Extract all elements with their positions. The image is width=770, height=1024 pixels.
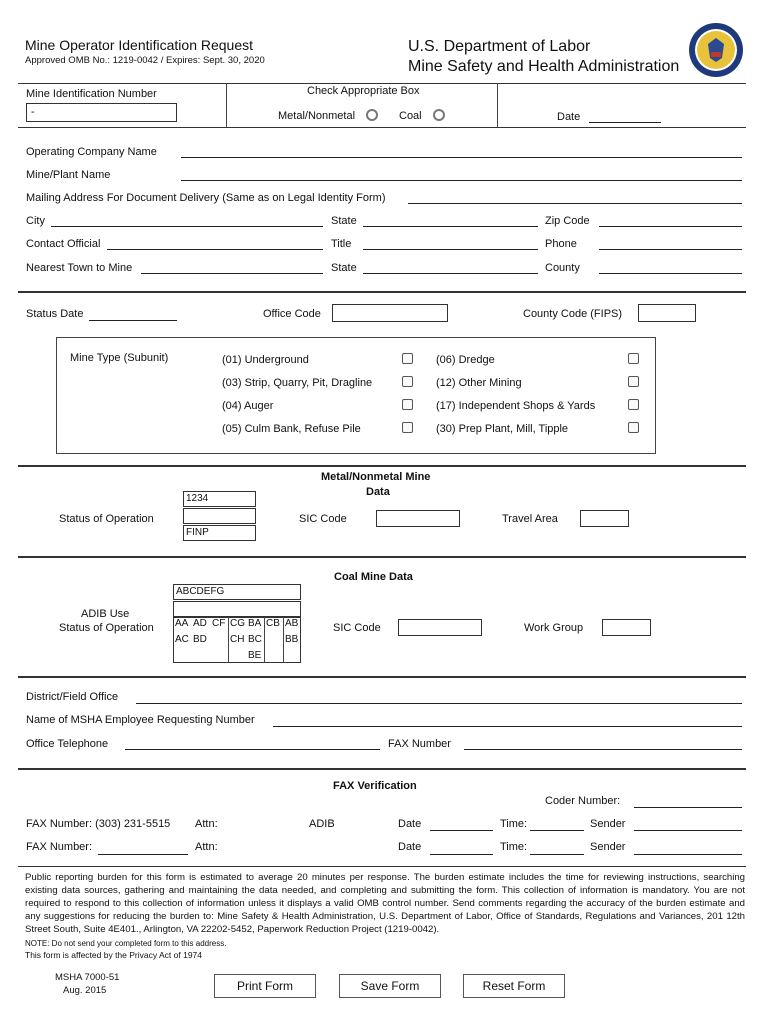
attn1-label: Attn: <box>195 818 218 830</box>
mine-type-05-label: (05) Culm Bank, Refuse Pile <box>222 423 361 435</box>
reset-form-button[interactable]: Reset Form <box>463 974 565 998</box>
mine-type-17-checkbox[interactable] <box>628 399 639 410</box>
form-number: MSHA 7000-51 <box>55 972 120 983</box>
travel-area-input[interactable] <box>580 510 629 527</box>
omb-number: Approved OMB No.: 1219-0042 / Expires: Sept. 30, 2020 <box>25 55 265 66</box>
fax-number-field[interactable] <box>464 749 742 750</box>
adib-label: ADIB <box>309 818 335 830</box>
coal-sic-label: SIC Code <box>333 622 381 634</box>
status-date-field[interactable] <box>89 320 177 321</box>
check-box-label: Check Appropriate Box <box>307 85 420 97</box>
metal-status-field1[interactable]: 1234 <box>183 491 256 507</box>
contact-label: Contact Official <box>26 238 101 250</box>
agency-line1: U.S. Department of Labor <box>408 38 591 55</box>
coal-code-bc: BC <box>248 634 262 645</box>
mine-type-04-checkbox[interactable] <box>402 399 413 410</box>
mine-type-12-label: (12) Other Mining <box>436 377 522 389</box>
mine-type-03-checkbox[interactable] <box>402 376 413 387</box>
county-code-input[interactable] <box>638 304 696 322</box>
coal-radio[interactable] <box>433 109 445 121</box>
coal-status-field1[interactable]: ABCDEFG <box>173 584 301 600</box>
coal-code-cg: CG <box>230 618 245 629</box>
mine-type-30-label: (30) Prep Plant, Mill, Tipple <box>436 423 569 435</box>
coal-sic-input[interactable] <box>398 619 482 636</box>
nearest-town-field[interactable] <box>141 273 323 274</box>
mailing-field[interactable] <box>408 203 742 204</box>
coal-code-be: BE <box>248 650 262 661</box>
coal-status-label: Status of Operation <box>59 622 154 634</box>
mine-type-12-checkbox[interactable] <box>628 376 639 387</box>
mine-type-06-label: (06) Dredge <box>436 354 495 366</box>
coal-code-cf: CF <box>212 618 226 629</box>
zip-label: Zip Code <box>545 215 590 227</box>
office-code-label: Office Code <box>263 308 321 320</box>
metal-sic-label: SIC Code <box>299 513 347 525</box>
mine-type-label: Mine Type (Subunit) <box>70 352 169 364</box>
mine-type-17-label: (17) Independent Shops & Yards <box>436 400 596 412</box>
nearest-town-label: Nearest Town to Mine <box>26 262 133 274</box>
metal-sic-input[interactable] <box>376 510 460 527</box>
operating-company-field[interactable] <box>181 157 742 158</box>
coal-code-ad: AD <box>193 618 207 629</box>
mine-type-04-label: (04) Auger <box>222 400 274 412</box>
coal-code-ch: CH <box>230 634 245 645</box>
coal-code-ba: BA <box>248 618 262 629</box>
date1-field[interactable] <box>430 830 493 831</box>
mine-id-label: Mine Identification Number <box>26 88 157 100</box>
burden-statement: Public reporting burden for this form is estimated to average 20 minutes per response. The burden estimate includes the time for reviewing instructions, searching existing data sources, gathering and maintaining the data needed, and completing and submitting the form. This collection of information is mandatory. You are not required to respond to this collection of information unless it displays a valid OMB control number. Send comments regarding the accuracy of the burden estimate and any suggestions for reducing the burden to: Mine Safety & Health Administration, U.S. Department of Labor, Office of Standards, Regulations and Variances, 201 12th Street South, Suite 4E401., Arlington, VA 22202-5452, Paperwork Reduction Project (1219-0042). <box>25 872 745 935</box>
mine-plant-field[interactable] <box>181 180 742 181</box>
time1-label: Time: <box>500 818 528 830</box>
mine-plant-label: Mine/Plant Name <box>26 169 111 181</box>
sender1-label: Sender <box>590 818 626 830</box>
district-office-label: District/Field Office <box>26 691 119 703</box>
phone-label: Phone <box>545 238 577 250</box>
mine-type-01-label: (01) Underground <box>222 354 309 366</box>
date-field[interactable] <box>589 122 661 123</box>
mine-type-30-checkbox[interactable] <box>628 422 639 433</box>
state2-label: State <box>331 262 357 274</box>
metal-status-label: Status of Operation <box>59 513 154 525</box>
msha-employee-label: Name of MSHA Employee Requesting Number <box>26 714 255 726</box>
coder-number-label: Coder Number: <box>545 795 621 807</box>
city-label: City <box>26 215 45 227</box>
coal-section-title: Coal Mine Data <box>334 571 413 583</box>
city-field[interactable] <box>51 226 323 227</box>
date2-field[interactable] <box>430 854 493 855</box>
metal-section-title2: Data <box>366 486 390 498</box>
mine-type-05-checkbox[interactable] <box>402 422 413 433</box>
metal-status-field3[interactable]: FINP <box>183 525 256 541</box>
time1-field[interactable] <box>530 830 584 831</box>
fax2-field[interactable] <box>98 854 188 855</box>
date-label: Date <box>557 111 581 123</box>
metal-section-title1: Metal/Nonmetal Mine <box>321 471 431 483</box>
phone-field[interactable] <box>599 249 742 250</box>
mailing-label: Mailing Address For Document Delivery (Same as on Legal Identity Form) <box>26 192 386 204</box>
office-code-input[interactable] <box>332 304 448 322</box>
title-field[interactable] <box>363 249 538 250</box>
metal-status-field2[interactable] <box>183 508 256 524</box>
mine-type-01-checkbox[interactable] <box>402 353 413 364</box>
sender1-field[interactable] <box>634 830 742 831</box>
coal-status-field2[interactable] <box>173 601 301 617</box>
mine-type-03-label: (03) Strip, Quarry, Pit, Dragline <box>222 377 373 389</box>
coder-number-field[interactable] <box>634 807 742 808</box>
agency-line2: Mine Safety and Health Administration <box>408 58 680 75</box>
district-office-field[interactable] <box>136 703 742 704</box>
time2-field[interactable] <box>530 854 584 855</box>
msha-employee-field[interactable] <box>273 726 742 727</box>
print-form-button[interactable]: Print Form <box>214 974 316 998</box>
save-form-button[interactable]: Save Form <box>339 974 441 998</box>
sender2-field[interactable] <box>634 854 742 855</box>
fax-verification-title: FAX Verification <box>333 780 417 792</box>
operating-company-label: Operating Company Name <box>26 146 157 158</box>
travel-area-label: Travel Area <box>502 513 558 525</box>
sender2-label: Sender <box>590 841 626 853</box>
coal-code-ac: AC <box>175 634 189 645</box>
date1-label: Date <box>398 818 422 830</box>
metal-nonmetal-radio[interactable] <box>366 109 378 121</box>
county-code-label: County Code (FIPS) <box>523 308 623 320</box>
coal-code-cb: CB <box>266 618 280 629</box>
status-date-label: Status Date <box>26 308 84 320</box>
office-telephone-label: Office Telephone <box>26 738 109 750</box>
office-telephone-field[interactable] <box>125 749 380 750</box>
coal-code-bd: BD <box>193 634 207 645</box>
attn2-label: Attn: <box>195 841 218 853</box>
fax1-label: FAX Number: (303) 231-5515 <box>26 818 171 830</box>
contact-field[interactable] <box>107 249 323 250</box>
mine-id-input[interactable]: - <box>26 103 177 122</box>
fax-number-label: FAX Number <box>388 738 451 750</box>
metal-nonmetal-label: Metal/Nonmetal <box>278 110 356 122</box>
time2-label: Time: <box>500 841 528 853</box>
coal-code-aa: AA <box>175 618 189 629</box>
county-field[interactable] <box>599 273 742 274</box>
coal-label: Coal <box>399 110 422 122</box>
coal-code-bb: BB <box>285 634 299 645</box>
county-label: County <box>545 262 580 274</box>
privacy-text: This form is affected by the Privacy Act of 1974 <box>25 950 203 960</box>
state-field[interactable] <box>363 226 538 227</box>
date2-label: Date <box>398 841 422 853</box>
work-group-input[interactable] <box>602 619 651 636</box>
zip-field[interactable] <box>599 226 742 227</box>
mine-type-06-checkbox[interactable] <box>628 353 639 364</box>
fax2-label: FAX Number: <box>26 841 93 853</box>
form-date: Aug. 2015 <box>63 985 107 996</box>
work-group-label: Work Group <box>524 622 584 634</box>
dol-seal-icon <box>688 22 744 78</box>
coal-code-ab: AB <box>285 618 299 629</box>
state-label: State <box>331 215 357 227</box>
note-text: NOTE: Do not send your completed form to this address. <box>25 939 227 948</box>
form-title: Mine Operator Identification Request <box>25 37 254 53</box>
title-label: Title <box>331 238 352 250</box>
adib-use-label: ADIB Use <box>81 608 130 620</box>
state2-field[interactable] <box>363 273 538 274</box>
